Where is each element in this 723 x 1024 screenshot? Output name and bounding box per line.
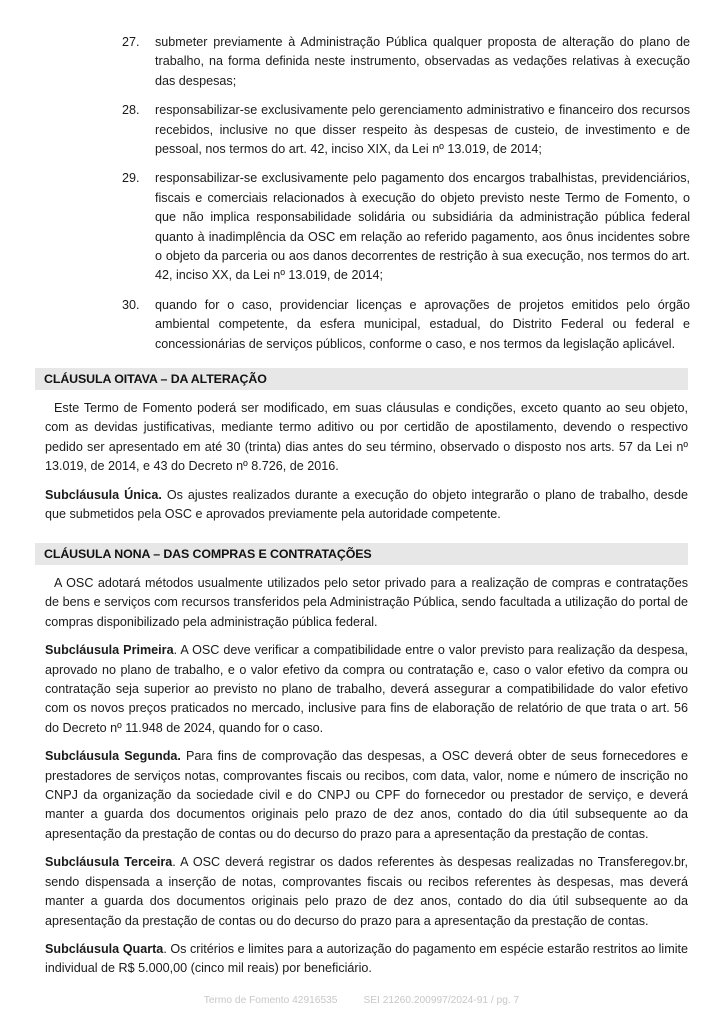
list-item-text: responsabilizar-se exclusivamente pelo gerenciamento administrativo e financeiro dos recursos recebidos, inclusive no que disser respeito às despesas de custeio, de investimento e de pessoal, nos termos do art. 42, inciso XIX, da Lei nº 13.019, de 2014; bbox=[155, 103, 690, 157]
list-item bbox=[122, 296, 690, 354]
subclause-segunda-text: Para fins de comprovação das despesas, a OSC deverá obter de seus fornecedores e prestadores de serviços notas, comprovantes fiscais ou recibos, com data, valor, nome e número de inscrição no CNPJ da organização da sociedade civil e do CNPJ ou CPF do fornecedor ou prestador de serviço, e deverá manter a guarda dos documentos originais pelo prazo de dez anos, contado do dia útil subsequente ao da apresentação da prestação de contas ou do decurso do prazo para a apresentação da prestação de contas. bbox=[45, 749, 688, 841]
list-item-number: 30. bbox=[122, 297, 140, 312]
clause-nine-subclause-terceira bbox=[45, 853, 688, 931]
clause-nine-body bbox=[45, 574, 688, 979]
subclause-primeira-label: Subcláusula Primeira bbox=[45, 643, 174, 658]
footer-document-ref: Termo de Fomento 42916535 bbox=[203, 995, 338, 1006]
list-item bbox=[122, 169, 690, 285]
clause-eight-heading-bar bbox=[35, 368, 688, 390]
clause-eight-subclause-unica bbox=[45, 486, 688, 525]
list-item-number: 27. bbox=[122, 35, 140, 49]
subclause-quarta-text: . Os critérios e limites para a autorização do pagamento em espécie estarão restritos ao limite individual de R$ 5.000,00 (cinco mil reais) por beneficiário. bbox=[45, 941, 688, 976]
subclause-unica-label: Subcláusula Única. bbox=[45, 487, 162, 502]
clause-nine-subclause-segunda bbox=[45, 747, 688, 844]
subclause-quarta-label: Subcláusula Quarta bbox=[45, 941, 164, 956]
subclause-terceira-label: Subcláusula Terceira bbox=[45, 855, 173, 870]
clause-eight-body bbox=[45, 399, 688, 524]
subclause-unica-text: Os ajustes realizados durante a execução do objeto integrarão o plano de trabalho, desde que submetidos pela OSC e aprovados previamente pela autoridade competente. bbox=[45, 487, 688, 522]
clause-nine-heading-bar bbox=[35, 543, 688, 565]
page-footer bbox=[0, 995, 723, 1006]
list-item-text: quando for o caso, providenciar licenças e aprovações de projetos emitidos pelo órgão ambiental competente, da esfera municipal, estadual, do Distrito Federal ou federal e concessionárias de serviços públicos, conforme o caso, e nos termos da legislação aplicável. bbox=[155, 297, 690, 351]
list-item bbox=[122, 33, 690, 91]
subclause-terceira-text: . A OSC deverá registrar os dados referentes às despesas realizadas no Transferegov.br, sendo dispensada a inserção de notas, comprovantes fiscais ou recibos referentes às despesas, mas deverá manter a guarda dos documentos originais pelo prazo de dez anos, contado do dia útil subsequente ao da apresentação da prestação de contas ou do decurso do prazo para a apresentação da prestação de contas. bbox=[45, 855, 688, 928]
clause-nine-subclause-primeira bbox=[45, 641, 688, 738]
list-item bbox=[122, 101, 690, 159]
clause-eight-heading-label: CLÁUSULA OITAVA – DA ALTERAÇÃO bbox=[44, 372, 267, 386]
clause-eight-paragraph: Este Termo de Fomento poderá ser modificado, em suas cláusulas e condições, exceto quanto ao seu objeto, com as devidas justificativas, mediante termo aditivo ou por certidão de apostilamento, devendo o respectivo pedido ser apresentado em até 30 (trinta) dias antes do seu término, observado o disposto nos arts. 57 da Lei nº 13.019, de 2014, e 43 do Decreto nº 8.726, de 2016. bbox=[45, 401, 688, 474]
subclause-segunda-label: Subcláusula Segunda. bbox=[45, 749, 181, 764]
list-item-number: 28. bbox=[122, 103, 140, 118]
list-item-text: submeter previamente à Administração Pública qualquer proposta de alteração do plano de trabalho, na forma definida neste instrumento, observadas as vedações relativas à execução das despesas; bbox=[155, 35, 690, 88]
clause-nine-paragraph: A OSC adotará métodos usualmente utilizados pelo setor privado para a realização de compras e contratações de bens e serviços com recursos transferidos pela Administração Pública, sendo facultada a utilização do portal de compras disponibilizado pela administração pública federal. bbox=[45, 576, 688, 629]
obligations-list bbox=[122, 33, 690, 354]
list-item-number: 29. bbox=[122, 171, 140, 186]
clause-nine-heading-label: CLÁUSULA NONA – DAS COMPRAS E CONTRATAÇÕES bbox=[44, 547, 372, 561]
clause-nine-subclause-quarta bbox=[45, 940, 688, 979]
list-item-text: responsabilizar-se exclusivamente pelo pagamento dos encargos trabalhistas, previdenciários, fiscais e comerciais relacionados à execução do objeto previsto neste Termo de Fomento, o que não implica responsabilidade solidária ou subsidiária da administração pública federal quanto à inadimplência da OSC em relação ao referido pagamento, aos ônus incidentes sobre o objeto da parceria ou aos danos decorrentes de restrição à sua execução, nos termos do art. 42, inciso XX, da Lei nº 13.019, de 2014; bbox=[155, 171, 690, 283]
subclause-primeira-text: . A OSC deve verificar a compatibilidade entre o valor previsto para realização da despesa, aprovado no plano de trabalho, e o valor efetivo da compra ou contratação e, caso o valor efetivo da compra ou contratação seja superior ao previsto no plano de trabalho, deverá assegurar a compatibilidade do valor efetivo com os novos preços praticados no mercado, inclusive para fins de elaboração de relatório de que trata o art. 56 do Decreto nº 11.948 de 2024, quando for o caso. bbox=[45, 643, 689, 735]
footer-sei-ref: SEI 21260.200997/2024-91 / pg. 7 bbox=[363, 995, 520, 1006]
